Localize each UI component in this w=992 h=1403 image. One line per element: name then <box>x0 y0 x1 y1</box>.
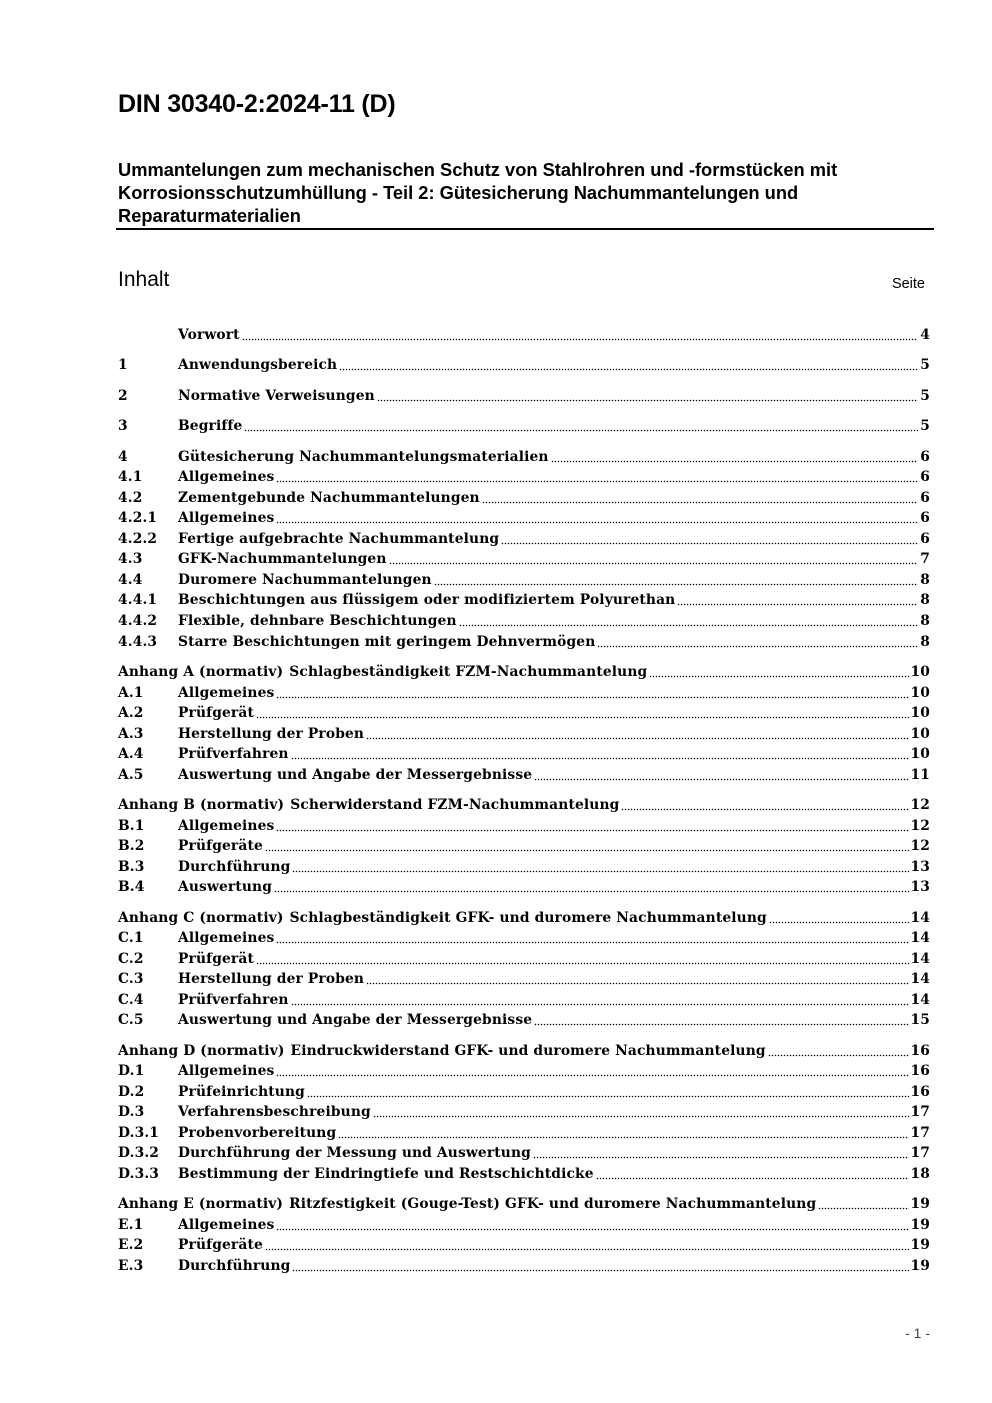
toc-entry[interactable] <box>118 1123 930 1143</box>
toc-entry-title: Auswertung <box>178 879 273 895</box>
toc-entry-title: Allgemeines <box>178 685 275 701</box>
toc-entry[interactable] <box>118 683 930 703</box>
toc-entry-number: A.1 <box>118 685 144 701</box>
dot-leader <box>292 1266 908 1272</box>
toc-entry[interactable] <box>118 724 930 744</box>
toc-entry[interactable] <box>118 325 930 345</box>
dot-leader <box>307 1092 909 1098</box>
toc-entry-number: E.2 <box>118 1237 144 1253</box>
toc-entry-page: 14 <box>910 930 930 946</box>
toc-entry-title: Herstellung der Proben <box>178 726 365 742</box>
toc-entry[interactable] <box>118 1082 930 1102</box>
toc-entry-title: Allgemeines <box>178 1217 275 1233</box>
toc-entry-title: Duromere Nachummantelungen <box>178 572 432 588</box>
toc-annex-entry[interactable] <box>118 795 930 815</box>
toc-entry-title: Scherwiderstand FZM-Nachummantelung <box>290 797 620 813</box>
dot-leader <box>551 457 919 463</box>
toc-entry[interactable] <box>118 765 930 785</box>
toc-entry-page: 8 <box>920 592 930 608</box>
toc-entry-page: 17 <box>910 1104 930 1120</box>
toc-entry[interactable] <box>118 570 930 590</box>
toc-entry-title: Durchführung der Messung und Auswertung <box>178 1145 531 1161</box>
dot-leader <box>242 335 919 341</box>
dot-leader <box>482 498 919 504</box>
toc-entry[interactable] <box>118 1010 930 1030</box>
toc-entry-page: 17 <box>910 1145 930 1161</box>
toc-entry-number: B.2 <box>118 838 145 854</box>
toc-entry-page: 12 <box>910 838 930 854</box>
toc-entry-number: 4.4.2 <box>118 613 158 629</box>
toc-entry-number: D.3.2 <box>118 1145 160 1161</box>
toc-entry-title: Durchführung <box>178 859 291 875</box>
dot-leader <box>276 477 918 483</box>
dot-leader <box>292 867 908 873</box>
toc-annex-label: Anhang C (normativ) <box>118 910 284 926</box>
toc-entry[interactable] <box>118 386 930 406</box>
toc-entry-page: 7 <box>920 551 930 567</box>
toc-annex-label: Anhang A (normativ) <box>118 664 284 680</box>
toc-entry-title: Fertige aufgebrachte Nachummantelung <box>178 531 500 547</box>
toc-entry-number: 4.2.2 <box>118 531 158 547</box>
dot-leader <box>597 642 918 648</box>
toc-entry-title: Begriffe <box>178 418 243 434</box>
toc-entry-page: 14 <box>910 951 930 967</box>
toc-entry[interactable] <box>118 990 930 1010</box>
toc-entry-number: 2 <box>118 388 128 404</box>
dot-leader <box>276 693 908 699</box>
toc-entry-number: 4 <box>118 449 128 465</box>
toc-annex-entry[interactable] <box>118 1194 930 1214</box>
dot-leader <box>377 396 918 402</box>
toc-entry-page: 5 <box>920 388 930 404</box>
dot-leader <box>596 1174 909 1180</box>
toc-entry-title: Verfahrensbeschreibung <box>178 1104 371 1120</box>
toc-entry-number: B.4 <box>118 879 145 895</box>
toc-entry[interactable] <box>118 632 930 652</box>
toc-entry[interactable] <box>118 969 930 989</box>
dot-leader <box>501 539 918 545</box>
dot-leader <box>244 426 918 432</box>
toc-entry-number: B.3 <box>118 859 145 875</box>
dot-leader <box>291 1000 909 1006</box>
toc-entry-title: Allgemeines <box>178 469 275 485</box>
toc-entry-number: D.3.1 <box>118 1125 160 1141</box>
toc-entry-title: Eindruckwiderstand GFK- und duromere Nachummantelung <box>290 1043 766 1059</box>
toc-entry-number: B.1 <box>118 818 145 834</box>
toc-entry-title: Schlagbeständigkeit FZM-Nachummantelung <box>289 664 648 680</box>
toc-entry-title: Allgemeines <box>178 1063 275 1079</box>
dot-leader <box>274 887 908 893</box>
toc-entry[interactable] <box>118 949 930 969</box>
toc-entry[interactable] <box>118 857 930 877</box>
toc-entry-page: 16 <box>910 1084 930 1100</box>
toc-entry-page: 18 <box>910 1166 930 1182</box>
toc-entry[interactable] <box>118 529 930 549</box>
toc-entry-title: Durchführung <box>178 1258 291 1274</box>
toc-annex-entry[interactable] <box>118 1041 930 1061</box>
toc-heading: Inhalt <box>118 268 170 291</box>
dot-leader <box>338 1133 908 1139</box>
toc-entry-title: Probenvorbereitung <box>178 1125 337 1141</box>
toc-entry-number: A.3 <box>118 726 144 742</box>
toc-entry-page: 17 <box>910 1125 930 1141</box>
dot-leader <box>459 621 919 627</box>
toc-entry-title: Bestimmung der Eindringtiefe und Restschichtdicke <box>178 1166 594 1182</box>
toc-entry-title: Herstellung der Proben <box>178 971 365 987</box>
toc-entry-number: 4.1 <box>118 469 143 485</box>
toc-entry-page: 10 <box>910 726 930 742</box>
toc-entry-page: 8 <box>920 613 930 629</box>
toc-entry-title: Anwendungsbereich <box>178 357 338 373</box>
toc-entry-page: 6 <box>920 490 930 506</box>
dot-leader <box>276 1071 908 1077</box>
dot-leader <box>534 775 908 781</box>
toc-entry-number: 4.4 <box>118 572 143 588</box>
toc-entry-page: 5 <box>920 418 930 434</box>
toc-entry-number: C.4 <box>118 992 144 1008</box>
toc-entry-page: 5 <box>920 357 930 373</box>
toc-entry[interactable] <box>118 416 930 436</box>
toc-entry-page: 4 <box>920 327 930 343</box>
toc-entry[interactable] <box>118 836 930 856</box>
dot-leader <box>677 600 918 606</box>
dot-leader <box>621 805 908 811</box>
toc-entry[interactable] <box>118 877 930 897</box>
toc-entry-number: A.5 <box>118 767 144 783</box>
toc-entry-title: Allgemeines <box>178 510 275 526</box>
toc-entry-title: Zementgebunde Nachummantelungen <box>178 490 480 506</box>
dot-leader <box>276 938 908 944</box>
toc-annex-label: Anhang B (normativ) <box>118 797 285 813</box>
toc-entry-page: 11 <box>910 767 930 783</box>
toc-entry-page: 6 <box>920 469 930 485</box>
dot-leader <box>256 959 909 965</box>
toc-entry-page: 10 <box>910 664 930 680</box>
toc-entry-number: C.5 <box>118 1012 144 1028</box>
toc-entry[interactable] <box>118 590 930 610</box>
toc-annex-label: Anhang D (normativ) <box>118 1043 285 1059</box>
dot-leader <box>265 1245 909 1251</box>
document-number: DIN 30340-2:2024-11 (D) <box>118 90 396 118</box>
toc-entry[interactable] <box>118 488 930 508</box>
toc-entry-title: Prüfgerät <box>178 705 254 721</box>
toc-entry-page: 6 <box>920 449 930 465</box>
toc-entry-title: Starre Beschichtungen mit geringem Dehnvermögen <box>178 634 596 650</box>
toc-entry-title: Flexible, dehnbare Beschichtungen <box>178 613 457 629</box>
toc-entry[interactable] <box>118 1061 930 1081</box>
toc-entry-title: Schlagbeständigkeit GFK- und duromere Nachummantelung <box>289 910 767 926</box>
toc-entry-number: D.1 <box>118 1063 145 1079</box>
dot-leader <box>276 826 908 832</box>
toc-entry-title: GFK-Nachummantelungen <box>178 551 387 567</box>
toc-entry-title: Prüfverfahren <box>178 992 289 1008</box>
dot-leader <box>339 365 918 371</box>
dot-leader <box>649 672 908 678</box>
toc-entry[interactable] <box>118 355 930 375</box>
toc-entry-number: 3 <box>118 418 128 434</box>
toc-entry-page: 14 <box>910 910 930 926</box>
dot-leader <box>389 559 919 565</box>
toc-entry[interactable] <box>118 467 930 487</box>
page-number: - 1 - <box>905 1325 930 1341</box>
toc-entry-page: 10 <box>910 705 930 721</box>
toc-entry-number: 4.2.1 <box>118 510 158 526</box>
toc-entry-page: 10 <box>910 685 930 701</box>
title-divider <box>116 228 934 230</box>
dot-leader <box>265 846 909 852</box>
toc-entry-number: C.2 <box>118 951 144 967</box>
toc-entry-page: 13 <box>910 859 930 875</box>
toc-entry-number: D.3.3 <box>118 1166 160 1182</box>
dot-leader <box>276 1225 908 1231</box>
toc-entry-number: E.1 <box>118 1217 144 1233</box>
dot-leader <box>434 580 919 586</box>
dot-leader <box>768 1051 909 1057</box>
toc-entry-title: Prüfverfahren <box>178 746 289 762</box>
toc-entry[interactable] <box>118 549 930 569</box>
toc-entry-number: 4.4.3 <box>118 634 158 650</box>
toc-entry[interactable] <box>118 508 930 528</box>
toc-entry-page: 16 <box>910 1043 930 1059</box>
dot-leader <box>534 1020 908 1026</box>
toc-entry-page: 6 <box>920 531 930 547</box>
toc-entry-title: Gütesicherung Nachummantelungsmaterialien <box>178 449 549 465</box>
toc-entry-title: Beschichtungen aus flüssigem oder modifiziertem Polyurethan <box>178 592 676 608</box>
toc-entry-number: A.4 <box>118 746 144 762</box>
toc-entry-title: Auswertung und Angabe der Messergebnisse <box>178 1012 533 1028</box>
toc-entry[interactable] <box>118 1164 930 1184</box>
toc-entry-number: C.3 <box>118 971 144 987</box>
toc-entry-page: 10 <box>910 746 930 762</box>
toc-entry[interactable] <box>118 1235 930 1255</box>
toc-annex-entry[interactable] <box>118 662 930 682</box>
toc-entry-page: 19 <box>910 1196 930 1212</box>
toc-entry-page: 12 <box>910 818 930 834</box>
toc-entry-page: 19 <box>910 1217 930 1233</box>
toc-entry-page: 8 <box>920 572 930 588</box>
toc-entry[interactable] <box>118 703 930 723</box>
toc-entry-title: Prüfgeräte <box>178 1237 263 1253</box>
dot-leader <box>373 1112 909 1118</box>
toc-entry-title: Prüfeinrichtung <box>178 1084 305 1100</box>
toc-entry-page: 8 <box>920 634 930 650</box>
toc-entry-number: E.3 <box>118 1258 144 1274</box>
toc-entry[interactable] <box>118 611 930 631</box>
toc-entry-title: Auswertung und Angabe der Messergebnisse <box>178 767 533 783</box>
toc-entry[interactable] <box>118 1143 930 1163</box>
toc-entry[interactable] <box>118 928 930 948</box>
toc-entry-title: Normative Verweisungen <box>178 388 375 404</box>
dot-leader <box>276 518 918 524</box>
dot-leader <box>769 918 909 924</box>
toc-entry-page: 14 <box>910 992 930 1008</box>
toc-entry-page: 12 <box>910 797 930 813</box>
toc-entry-number: C.1 <box>118 930 144 946</box>
dot-leader <box>533 1153 909 1159</box>
dot-leader <box>291 754 909 760</box>
toc-entry[interactable] <box>118 816 930 836</box>
dot-leader <box>366 734 908 740</box>
toc-entry-page: 16 <box>910 1063 930 1079</box>
toc-annex-label: Anhang E (normativ) <box>118 1196 284 1212</box>
toc-entry-page: 19 <box>910 1237 930 1253</box>
toc-entry-title: Prüfgerät <box>178 951 254 967</box>
toc-entry[interactable] <box>118 1102 930 1122</box>
toc-entry-page: 14 <box>910 971 930 987</box>
toc-entry-number: 4.2 <box>118 490 143 506</box>
toc-entry-title: Vorwort <box>178 327 240 343</box>
toc-entry-number: A.2 <box>118 705 144 721</box>
toc-entry-number: 4.3 <box>118 551 143 567</box>
toc-entry-title: Allgemeines <box>178 818 275 834</box>
toc-entry-number: 4.4.1 <box>118 592 158 608</box>
toc-entry-page: 19 <box>910 1258 930 1274</box>
dot-leader <box>256 713 909 719</box>
toc-entry-number: 1 <box>118 357 128 373</box>
toc-entry[interactable] <box>118 744 930 764</box>
document-title: Ummantelungen zum mechanischen Schutz von Stahlrohren und -formstücken mit Korrosionsschutzumhüllung - Teil 2: Gütesicherung Nachummantelungen und Reparaturmaterialien <box>118 159 838 226</box>
toc-entry-page: 13 <box>910 879 930 895</box>
toc-entry-title: Allgemeines <box>178 930 275 946</box>
toc-entry-page: 15 <box>910 1012 930 1028</box>
toc-entry[interactable] <box>118 1256 930 1276</box>
toc-entry-page: 6 <box>920 510 930 526</box>
toc-annex-entry[interactable] <box>118 908 930 928</box>
dot-leader <box>818 1204 908 1210</box>
toc-entry-title: Prüfgeräte <box>178 838 263 854</box>
toc-entry-number: D.2 <box>118 1084 145 1100</box>
toc-page-column-label: Seite <box>891 276 925 292</box>
toc-entry-number: D.3 <box>118 1104 145 1120</box>
toc-entry[interactable] <box>118 447 930 467</box>
dot-leader <box>366 979 908 985</box>
toc-entry[interactable] <box>118 1215 930 1235</box>
toc-entry-title: Ritzfestigkeit (Gouge-Test) GFK- und duromere Nachummantelung <box>289 1196 817 1212</box>
